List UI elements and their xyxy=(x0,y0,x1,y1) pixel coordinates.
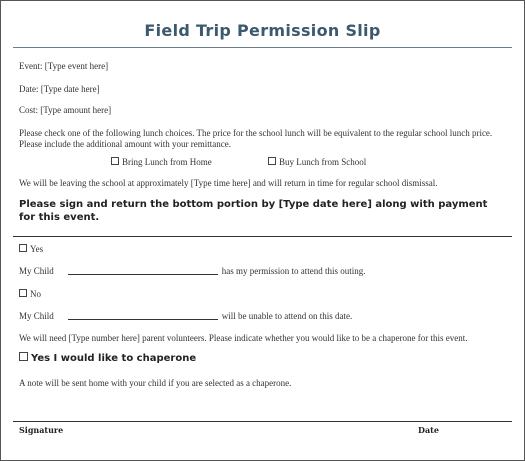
checkbox-icon[interactable] xyxy=(19,244,27,252)
departure-line: We will be leaving the school at approximately [Type time here] and will return in time for regular school dismissal. xyxy=(19,178,438,188)
date-line: Date: [Type date here] xyxy=(19,84,100,94)
chaperone-option[interactable] xyxy=(19,352,489,365)
lunch-option-school[interactable] xyxy=(268,157,366,167)
checkbox-icon[interactable] xyxy=(19,352,28,361)
cut-divider xyxy=(13,236,512,237)
lunch-option-home[interactable] xyxy=(111,157,212,167)
checkbox-icon[interactable] xyxy=(268,157,276,165)
title-divider xyxy=(13,47,512,48)
return-instruction: Please sign and return the bottom portion by [Type date here] along with payment for this event. xyxy=(19,199,488,223)
child-name-field-yes[interactable] xyxy=(68,266,218,275)
chaperone-option-label: Yes I would like to chaperone xyxy=(31,353,197,364)
checkbox-icon[interactable] xyxy=(111,157,119,165)
lunch-instructions-line-2: Please include the additional amount with your remittance. xyxy=(19,139,231,149)
checkbox-icon[interactable] xyxy=(19,289,27,297)
date-label: Date xyxy=(418,425,439,435)
my-child-label: My Child xyxy=(19,311,54,321)
child-name-field-no[interactable] xyxy=(68,311,218,320)
permission-yes-text: has my permission to attend this outing. xyxy=(221,266,366,276)
permission-no-text: will be unable to attend on this date. xyxy=(221,311,353,321)
lunch-option-home-label: Bring Lunch from Home xyxy=(122,157,212,167)
permission-no-row xyxy=(19,311,352,321)
my-child-label: My Child xyxy=(19,266,54,276)
signature-label: Signature xyxy=(19,425,64,435)
page-title: Field Trip Permission Slip xyxy=(144,21,381,40)
lunch-option-school-label: Buy Lunch from School xyxy=(279,157,367,167)
no-option[interactable] xyxy=(19,289,41,299)
chaperone-note: A note will be sent home with your child if you are selected as a chaperone. xyxy=(19,378,292,388)
yes-label: Yes xyxy=(30,244,44,254)
cost-line: Cost: [Type amount here] xyxy=(19,105,112,115)
no-label: No xyxy=(30,289,41,299)
signature-rule xyxy=(13,421,512,422)
yes-option[interactable] xyxy=(19,244,43,254)
volunteer-line: We will need [Type number here] parent volunteers. Please indicate whether you would like to be a chaperone for this event. xyxy=(19,333,468,343)
lunch-instructions-line-1: Please check one of the following lunch choices. The price for the school lunch will be equivalent to the regular school lunch price. xyxy=(19,128,493,138)
event-line: Event: [Type event here] xyxy=(19,61,109,71)
permission-yes-row xyxy=(19,266,366,276)
